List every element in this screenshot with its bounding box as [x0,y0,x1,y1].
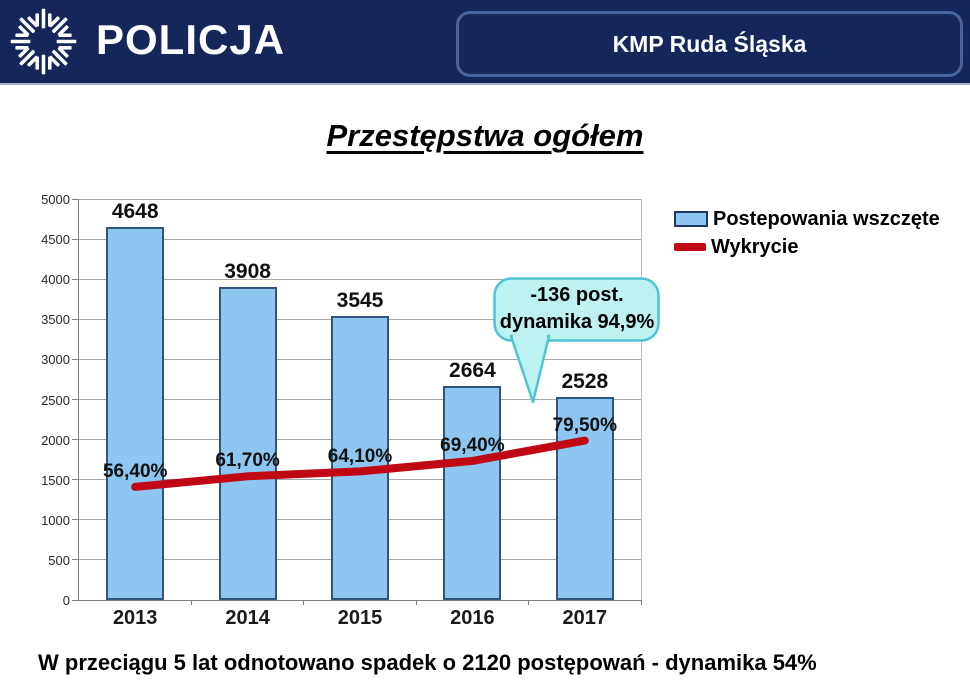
callout-line2: dynamika 94,9% [499,311,655,333]
x-label-2017: 2017 [562,607,608,629]
y-tick-label: 3500 [41,312,70,328]
y-tick-label: 1500 [41,472,70,488]
y-tick-label: 4000 [41,272,70,288]
y-tick-3500 [72,319,79,320]
y-tick-4500 [72,239,79,240]
legend-line-label: Wykrycie [711,235,799,258]
y-tick-5000 [72,199,79,200]
legend-bar-swatch [674,211,708,227]
x-tick [303,600,304,605]
unit-name: KMP Ruda Śląska [612,30,807,57]
bar-value-2017: 2528 [561,370,609,394]
callout-line1: -136 post. [530,284,624,306]
x-tick [641,600,642,605]
y-tick-label: 3000 [41,352,70,368]
line-value-2017: 79,50% [552,414,618,436]
line-value-2013: 56,40% [102,460,168,482]
police-star-icon [6,4,81,79]
y-tick-1000 [72,519,79,520]
x-tick [416,600,417,605]
header-bar [0,0,970,85]
y-tick-500 [72,559,79,560]
y-tick-2500 [72,399,79,400]
y-tick-0 [72,600,79,601]
legend-row-line [674,233,940,261]
line-value-2016: 69,40% [440,434,505,456]
x-label-2015: 2015 [337,607,383,629]
y-tick-label: 5000 [41,192,70,207]
legend-row-bars [674,205,940,233]
callout-text [494,282,660,336]
y-tick-2000 [72,439,79,440]
bar-value-2013: 4648 [111,200,159,224]
x-label-2014: 2014 [225,607,270,629]
bar-value-2014: 3908 [224,259,271,283]
line-value-2014: 61,70% [215,450,280,472]
y-tick-label: 0 [62,593,70,608]
brand-title: POLICJA [96,16,286,63]
y-tick-label: 2500 [41,392,70,408]
bar-value-2016: 2664 [449,359,496,383]
legend [674,205,940,261]
x-tick [528,600,529,605]
summary-note: W przeciągu 5 lat odnotowano spadek o 2120 postępowań - dynamika 54% [38,650,817,675]
y-tick-3000 [72,359,79,360]
x-label-2016: 2016 [450,607,495,629]
unit-name-box [456,11,963,77]
line-value-2015: 64,10% [327,445,393,467]
y-tick-label: 1000 [41,512,70,528]
x-label-2013: 2013 [112,607,158,629]
y-tick-label: 500 [48,552,70,568]
bar-value-2015: 3545 [336,288,384,312]
y-tick-1500 [72,479,79,480]
y-tick-label: 4500 [41,232,70,248]
legend-line-swatch [674,243,706,251]
y-tick-label: 2000 [41,432,70,448]
x-tick [191,600,192,605]
legend-bar-label: Postepowania wszczęte [713,207,940,230]
chart-title: Przestępstwa ogółem [326,118,644,153]
y-tick-4000 [72,279,79,280]
